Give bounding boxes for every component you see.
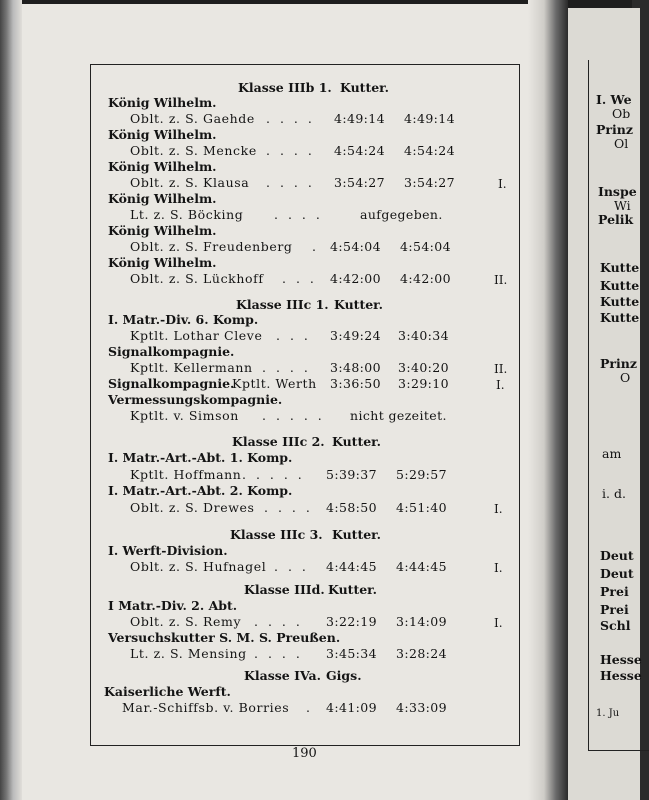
right-fragment: Prinz [596,122,633,137]
class-heading: Klasse IIIc 1. [236,297,329,312]
corrected-time: 4:54:24 [404,143,455,158]
right-fragment: Kutte [600,294,640,309]
right-fragment: Schl [600,618,631,633]
right-fragment: 1. Ju [596,708,620,719]
corrected-time: 4:44:45 [396,559,447,574]
corrected-time: 3:40:34 [398,328,449,343]
class-heading: Klasse IIId. [244,582,325,597]
class-heading: Klasse IIIc 3. [230,527,323,542]
class-heading: Klasse IIIc 2. [232,434,325,449]
club-name: Versuchskutter S. M. S. Preußen. [108,630,341,645]
leader-dots: . . . . [254,614,303,629]
sailing-time: 5:39:37 [326,467,377,482]
club-name: Signalkompagnie. [108,376,235,391]
club-name: Signalkompagnie. [108,344,235,359]
leader-dots: . [312,239,319,254]
leader-dots: . . . . [262,360,311,375]
leader-dots: . . . . . [262,408,325,423]
leader-dots: . . . [282,271,317,286]
corrected-time: 3:40:20 [398,360,449,375]
club-name: König Wilhelm. [108,127,217,142]
club-name: König Wilhelm. [108,191,217,206]
leader-dots: . . . [274,559,309,574]
skipper-name: Lt. z. S. Mensing [130,646,247,661]
leader-dots: . . . . [254,646,303,661]
club-name: I. Werft-Division. [108,543,228,558]
right-fragment: Wi [614,198,631,213]
corrected-time: 3:54:27 [404,175,455,190]
right-fragment: Ob [612,106,631,121]
sailing-time: 3:36:50 [330,376,381,391]
boat-type: Kutter. [332,527,381,542]
skipper-name: Kptlt. Kellermann [130,360,253,375]
corrected-time: 5:29:57 [396,467,447,482]
skipper-name: Oblt. z. S. Lückhoff [130,271,264,286]
club-name: König Wilhelm. [108,95,217,110]
placing: I. [498,177,507,191]
placing: I. [496,378,505,392]
club-name: König Wilhelm. [108,223,217,238]
corrected-time: 4:49:14 [404,111,455,126]
club-name: I Matr.-Div. 2. Abt. [108,598,238,613]
skipper-name: Mar.-Schiffsb. v. Borries [122,700,290,715]
right-fragment: I. We [596,92,632,107]
skipper-name: Oblt. z. S. Remy [130,614,242,629]
right-fragment: Kutte [600,278,640,293]
placing: I. [494,561,503,575]
right-fragment: Hesse [600,652,642,667]
skipper-name: Kptlt. Lothar Cleve [130,328,263,343]
leader-dots: . [306,700,313,715]
sailing-time: 4:54:04 [330,239,381,254]
skipper-name: Kptlt. Werth [232,376,317,391]
leader-dots: . . . . [266,143,315,158]
corrected-time: 4:54:04 [400,239,451,254]
leader-dots: . . . . [266,175,315,190]
sailing-time: 4:54:24 [334,143,385,158]
right-fragment: Prei [600,584,629,599]
boat-type: Kutter. [334,297,383,312]
leader-dots: . . . . [266,111,315,126]
corrected-time: 4:33:09 [396,700,447,715]
sailing-time: 3:49:24 [330,328,381,343]
club-name: König Wilhelm. [108,159,217,174]
skipper-name: Oblt. z. S. Gaehde [130,111,255,126]
corrected-time: 3:29:10 [398,376,449,391]
club-name: Vermessungskompagnie. [108,392,283,407]
skipper-name: Oblt. z. S. Freudenberg [130,239,293,254]
placing: I. [494,616,503,630]
sailing-time: 4:44:45 [326,559,377,574]
class-heading: Klasse IIIb 1. [238,80,332,95]
skipper-name: Oblt. z. S. Drewes [130,500,255,515]
right-fragment: Kutte [600,260,640,275]
right-fragment: Pelik [598,212,634,227]
sailing-time: 3:48:00 [330,360,381,375]
corrected-time: 4:51:40 [396,500,447,515]
sailing-time: 3:54:27 [334,175,385,190]
sailing-time: 3:22:19 [326,614,377,629]
leader-dots: . . . . [274,207,323,222]
club-name: Kaiserliche Werft. [104,684,231,699]
corrected-time: 3:14:09 [396,614,447,629]
club-name: I. Matr.-Art.-Abt. 1. Komp. [108,450,293,465]
club-name: König Wilhelm. [108,255,217,270]
race-status: aufgegeben. [360,207,443,222]
right-fragment: Prei [600,602,629,617]
right-fragment: am [602,446,622,461]
boat-type: Kutter. [332,434,381,449]
placing: I. [494,502,503,516]
placing: II. [494,273,508,287]
right-fragment: Deut [600,548,634,563]
sailing-time: 4:42:00 [330,271,381,286]
skipper-name: Lt. z. S. Böcking [130,207,244,222]
boat-type: Kutter. [340,80,389,95]
class-heading: Klasse IVa. [244,668,321,683]
page-number: 190 [292,746,317,761]
corrected-time: 4:42:00 [400,271,451,286]
sailing-time: 3:45:34 [326,646,377,661]
boat-type: Kutter. [328,582,377,597]
leader-dots: . . . . [264,500,313,515]
boat-type: Gigs. [326,668,362,683]
skipper-name: Oblt. z. S. Hufnagel [130,559,267,574]
sailing-time: 4:49:14 [334,111,385,126]
right-fragment: Kutte [600,310,640,325]
leader-dots: . . . [276,328,311,343]
right-fragment: Prinz [600,356,637,371]
right-fragment: i. d. [602,486,626,501]
club-name: I. Matr.-Div. 6. Komp. [108,312,259,327]
right-fragment: Hesse [600,668,642,683]
skipper-name: Oblt. z. S. Klausa [130,175,250,190]
club-name: I. Matr.-Art.-Abt. 2. Komp. [108,483,293,498]
placing: II. [494,362,508,376]
skipper-name: Oblt. z. S. Mencke [130,143,257,158]
leader-dots: . . . . . [242,467,305,482]
right-fragment: Deut [600,566,634,581]
right-fragment: O [620,370,631,385]
sailing-time: 4:58:50 [326,500,377,515]
skipper-name: Kptlt. v. Simson [130,408,239,423]
sailing-time: 4:41:09 [326,700,377,715]
corrected-time: 3:28:24 [396,646,447,661]
skipper-name: Kptlt. Hoffmann [130,467,242,482]
race-status: nicht gezeitet. [350,408,447,423]
right-fragment: Inspe [598,184,637,199]
right-fragment: Ol [614,136,629,151]
